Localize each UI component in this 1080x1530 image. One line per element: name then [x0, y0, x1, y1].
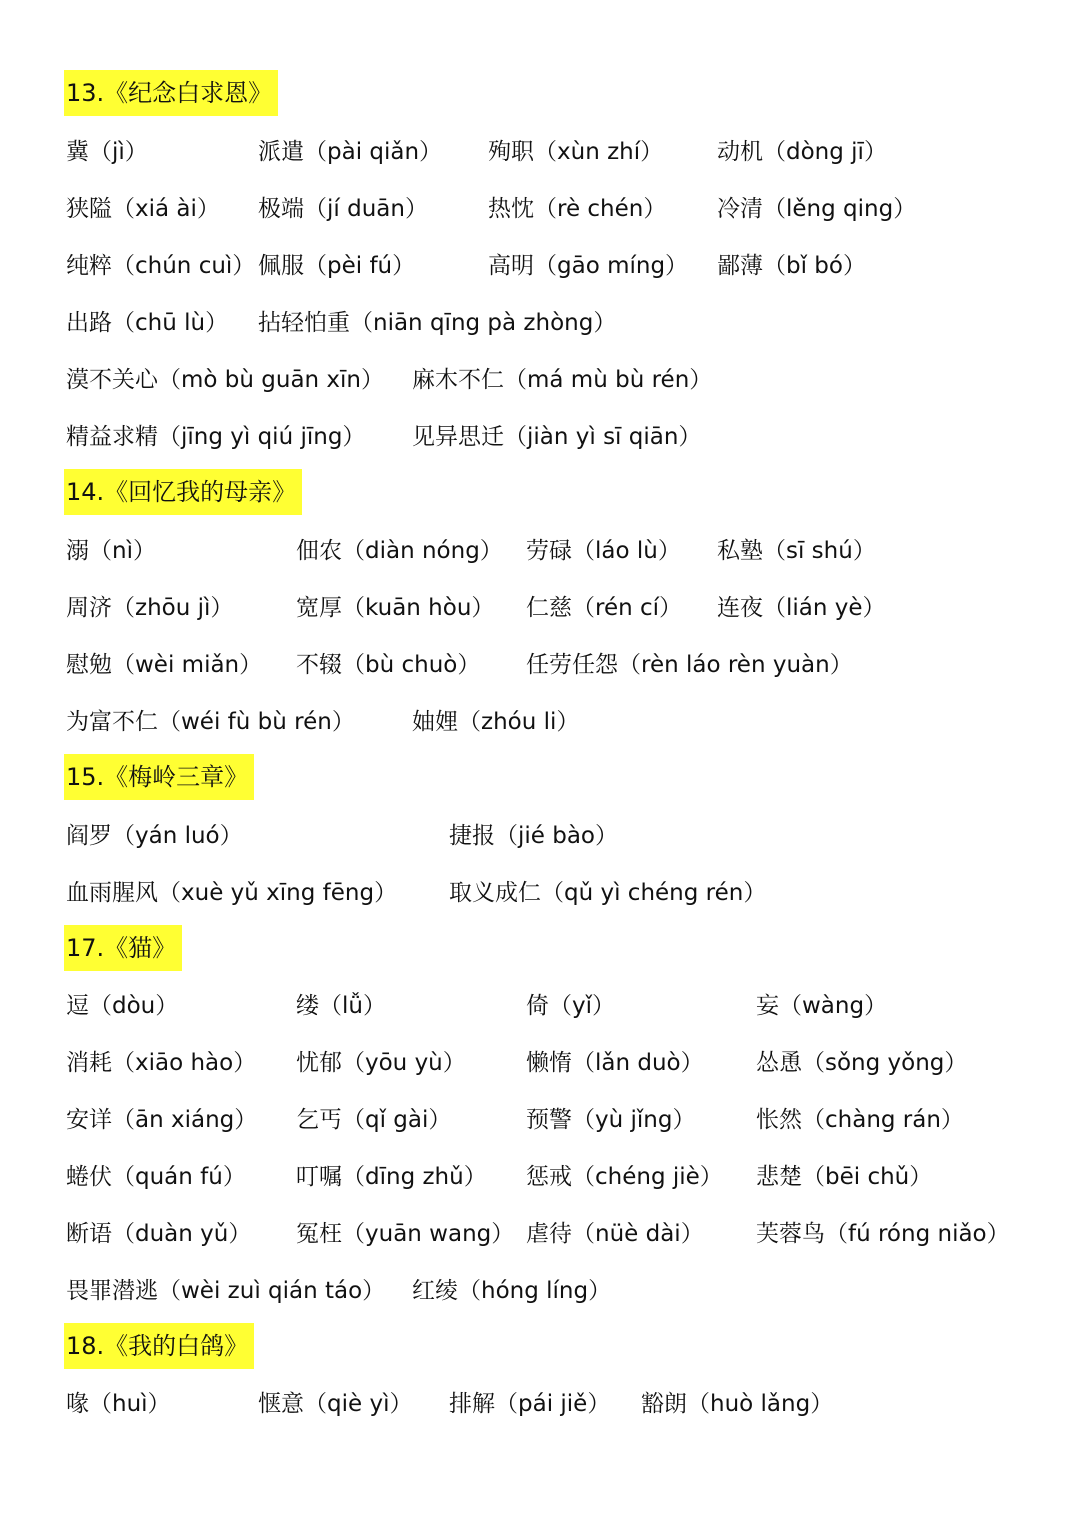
vocab-term: 冤枉（yuān wang） — [296, 1221, 515, 1247]
vocab-term: 惩戒（chéng jiè） — [526, 1164, 723, 1190]
vocab-term: 妄（wàng） — [756, 993, 888, 1019]
vocab-term: 劳碌（láo lù） — [526, 538, 681, 564]
vocab-term: 冀（jì） — [66, 139, 148, 165]
vocab-term: 悲楚（bēi chǔ） — [756, 1164, 933, 1190]
vocab-term: 动机（dòng jī） — [717, 139, 887, 165]
vocab-term: 芙蓉鸟（fú róng niǎo） — [756, 1221, 1010, 1247]
vocab-term: 极端（jí duān） — [258, 196, 428, 222]
vocab-term: 豁朗（huò lǎng） — [641, 1391, 834, 1417]
vocab-term: 为富不仁（wéi fù bù rén） — [66, 709, 355, 735]
vocab-term: 热忱（rè chén） — [488, 196, 667, 222]
vocab-term: 捷报（jié bào） — [449, 823, 619, 849]
vocab-term: 殉职（xùn zhí） — [488, 139, 664, 165]
vocab-term: 怅然（chàng rán） — [756, 1107, 964, 1133]
vocab-term: 忧郁（yōu yù） — [296, 1050, 466, 1076]
vocab-term: 高明（gāo míng） — [488, 253, 689, 279]
vocab-term: 精益求精（jīng yì qiú jīng） — [66, 424, 366, 450]
vocab-term: 蜷伏（quán fú） — [66, 1164, 246, 1190]
vocab-term: 取义成仁（qǔ yì chéng rén） — [449, 880, 767, 906]
vocab-term: 预警（yù jǐng） — [526, 1107, 696, 1133]
vocab-term: 惬意（qiè yì） — [258, 1391, 413, 1417]
vocab-term: 缕（lǚ） — [296, 993, 386, 1019]
vocab-term: 出路（chū lù） — [66, 310, 229, 336]
vocab-term: 佃农（diàn nóng） — [296, 538, 503, 564]
vocab-term: 慰勉（wèi miǎn） — [66, 652, 263, 678]
vocab-term: 消耗（xiāo hào） — [66, 1050, 257, 1076]
vocab-term: 任劳任怨（rèn láo rèn yuàn） — [526, 652, 853, 678]
vocab-term: 佩服（pèi fú） — [258, 253, 416, 279]
section-heading-17: 17.《猫》 — [64, 925, 182, 971]
vocab-term: 鄙薄（bǐ bó） — [717, 253, 866, 279]
vocab-term: 血雨腥风（xuè yǔ xīng fēng） — [66, 880, 398, 906]
vocab-term: 倚（yǐ） — [526, 993, 616, 1019]
vocab-term: 虐待（nüè dài） — [526, 1221, 704, 1247]
vocab-term: 宽厚（kuān hòu） — [296, 595, 495, 621]
vocab-term: 喙（huì） — [66, 1391, 171, 1417]
vocab-term: 见异思迁（jiàn yì sī qiān） — [412, 424, 702, 450]
vocab-term: 懒惰（lǎn duò） — [526, 1050, 704, 1076]
vocab-term: 纯粹（chún cuì） — [66, 253, 256, 279]
vocab-term: 狭隘（xiá ài） — [66, 196, 220, 222]
vocab-term: 漠不关心（mò bù guān xīn） — [66, 367, 385, 393]
vocab-term: 麻木不仁（má mù bù rén） — [412, 367, 713, 393]
vocab-term: 派遣（pài qiǎn） — [258, 139, 443, 165]
vocab-term: 私塾（sī shú） — [717, 538, 876, 564]
vocab-term: 断语（duàn yǔ） — [66, 1221, 252, 1247]
vocab-term: 周济（zhōu jì） — [66, 595, 234, 621]
section-heading-18: 18.《我的白鸽》 — [64, 1323, 254, 1369]
vocab-term: 不辍（bù chuò） — [296, 652, 481, 678]
vocab-term: 溺（nì） — [66, 538, 156, 564]
vocab-term: 乞丐（qǐ gài） — [296, 1107, 452, 1133]
vocab-term: 阎罗（yán luó） — [66, 823, 243, 849]
vocab-term: 排解（pái jiě） — [449, 1391, 611, 1417]
vocab-term: 冷清（lěng qing） — [717, 196, 917, 222]
vocab-term: 红绫（hóng líng） — [412, 1278, 612, 1304]
vocab-term: 妯娌（zhóu li） — [412, 709, 580, 735]
vocab-term: 逗（dòu） — [66, 993, 179, 1019]
vocab-term: 安详（ān xiáng） — [66, 1107, 258, 1133]
vocab-term: 怂恿（sǒng yǒng） — [756, 1050, 968, 1076]
vocab-term: 拈轻怕重（niān qīng pà zhòng） — [258, 310, 617, 336]
section-heading-15: 15.《梅岭三章》 — [64, 754, 254, 800]
vocab-term: 仁慈（rén cí） — [526, 595, 683, 621]
vocab-term: 畏罪潜逃（wèi zuì qián táo） — [66, 1278, 386, 1304]
section-heading-13: 13.《纪念白求恩》 — [64, 70, 278, 116]
section-heading-14: 14.《回忆我的母亲》 — [64, 469, 302, 515]
vocab-term: 连夜（lián yè） — [717, 595, 886, 621]
vocab-term: 叮嘱（dīng zhǔ） — [296, 1164, 487, 1190]
